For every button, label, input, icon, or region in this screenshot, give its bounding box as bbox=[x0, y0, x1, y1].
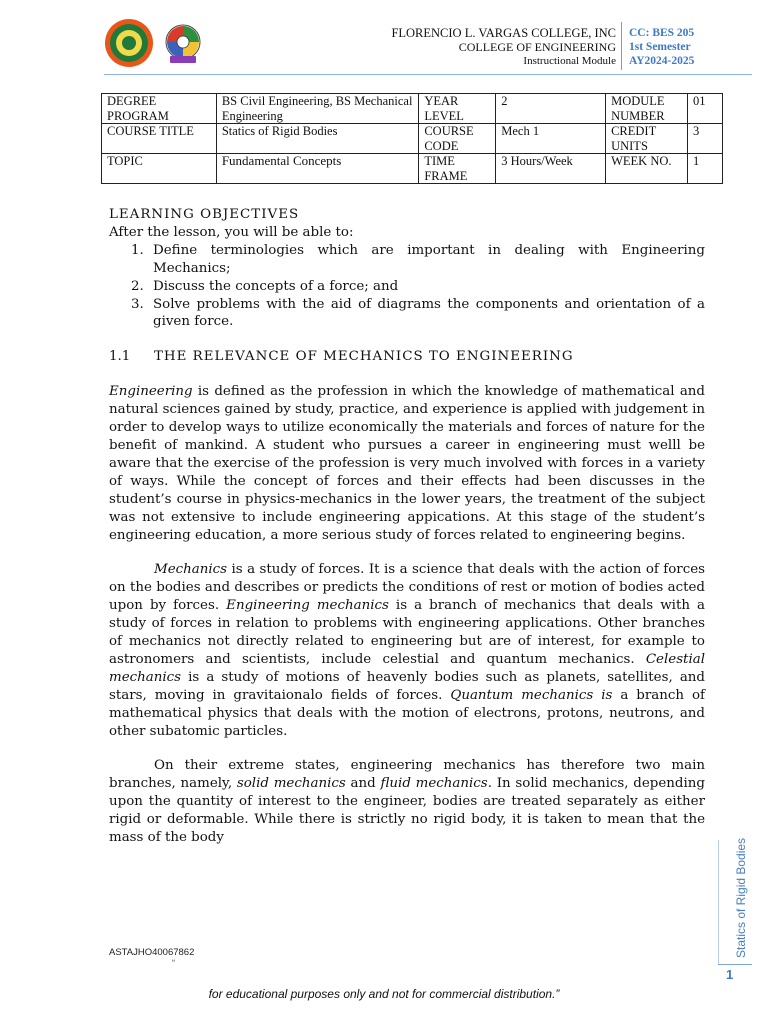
page-number-rule bbox=[718, 964, 752, 965]
paragraph-text: is a study of forces. It is a science that deals with the action of forces on the bodies and describes or predicts the conditions of rest or motion of bodies acted upon by forces. bbox=[109, 562, 705, 614]
list-number: 3. bbox=[131, 296, 144, 312]
objectives-intro: After the lesson, you will be able to: bbox=[109, 224, 354, 240]
module-content bbox=[109, 206, 705, 847]
college-seal-icon bbox=[104, 18, 214, 68]
paragraph-branches bbox=[109, 757, 705, 847]
list-item bbox=[131, 242, 705, 278]
time-frame-label: TIME FRAME bbox=[419, 154, 496, 184]
paragraph-text: and bbox=[345, 776, 381, 792]
module-type: Instructional Module bbox=[523, 55, 616, 67]
term-engineering: Engineering bbox=[109, 384, 193, 400]
paragraph-text: is a branch of mechanics that deals with a study of forces in relation to problems with engineering applications. Other branches of mechanics not directly related to engineering but are of interest, for example to astronomers and scientists, include celestial and quantum mechanics. bbox=[109, 598, 705, 667]
degree-program-value: BS Civil Engineering, BS Mechanical Engineering bbox=[216, 94, 419, 124]
term-celestial-mechanics: Celestial mechanics bbox=[109, 651, 705, 685]
section-number: 1.1 bbox=[109, 349, 131, 365]
college-name: FLORENCIO L. VARGAS COLLEGE, INC bbox=[391, 26, 616, 40]
term-engineering-mechanics: Engineering mechanics bbox=[226, 598, 389, 614]
course-title-label: COURSE TITLE bbox=[102, 124, 217, 154]
module-info-table bbox=[101, 93, 723, 184]
course-code-label-cell: COURSE CODE bbox=[419, 124, 496, 154]
section-heading bbox=[109, 348, 705, 366]
college-header bbox=[391, 26, 616, 68]
year-level-label: YEAR LEVEL bbox=[419, 94, 496, 124]
paragraph-text: is a study of motions of heavenly bodies such as planets, satellites, and stars, moving in gravitaionalo fields of forces. bbox=[109, 669, 705, 703]
topic-value: Fundamental Concepts bbox=[216, 154, 419, 184]
credit-units-value: 3 bbox=[688, 124, 723, 154]
paragraph-text: a branch of mathematical physics that deals with the motion of electrons, protons, neutrons, and other subatomic particles. bbox=[109, 687, 706, 739]
footer-disclaimer: for educational purposes only and not for commercial distribution.” bbox=[208, 987, 560, 1001]
objective-text: Define terminologies which are important in dealing with Engineering Mechanics; bbox=[153, 242, 705, 276]
document-id: ASTAJHO40067862 bbox=[109, 947, 195, 958]
objectives-list bbox=[131, 242, 705, 332]
paragraph-text: . In solid mechanics, depending upon the quantity of interest to the engineer, bodies are treated separately as either rigid or deformable. While there is strictly no rigid body, it is taken to mean that the mass of the body bbox=[109, 776, 705, 846]
side-course-name: Statics of Rigid Bodies bbox=[734, 837, 748, 958]
term-fluid-mechanics: fluid mechanics bbox=[380, 776, 488, 792]
course-meta bbox=[629, 26, 694, 68]
table-row bbox=[102, 94, 723, 124]
header-separator bbox=[621, 22, 622, 70]
term-quantum-mechanics: Quantum mechanics is bbox=[450, 687, 613, 703]
year-level-value: 2 bbox=[496, 94, 606, 124]
topic-label: TOPIC bbox=[102, 154, 217, 184]
term-solid-mechanics: solid mechanics bbox=[236, 776, 346, 792]
paragraph-text: On their extreme states, engineering mechanics has therefore two main branches, namely, bbox=[109, 758, 705, 792]
module-number-label: MODULE NUMBER bbox=[606, 94, 688, 124]
footer-quote-mark: “ bbox=[172, 958, 175, 968]
header-rule bbox=[104, 74, 752, 75]
objective-text: Discuss the concepts of a force; and bbox=[153, 278, 399, 294]
list-item bbox=[131, 296, 705, 332]
table-row bbox=[102, 124, 723, 154]
course-code-value: Mech 1 bbox=[496, 124, 606, 154]
time-frame-value: 3 Hours/Week bbox=[496, 154, 606, 184]
list-number: 2. bbox=[131, 278, 144, 294]
objective-text: Solve problems with the aid of diagrams the components and orientation of a given force. bbox=[153, 296, 705, 330]
credit-units-label: CREDIT UNITS bbox=[606, 124, 688, 154]
department-name: COLLEGE OF ENGINEERING bbox=[458, 40, 616, 54]
table-row bbox=[102, 154, 723, 184]
term-mechanics: Mechanics bbox=[154, 562, 228, 578]
list-item bbox=[131, 278, 705, 296]
degree-program-label: DEGREE PROGRAM bbox=[102, 94, 217, 124]
side-rule bbox=[718, 840, 719, 964]
paragraph-engineering bbox=[109, 383, 705, 544]
module-number-value: 01 bbox=[688, 94, 723, 124]
engineering-logo-icon bbox=[166, 25, 200, 63]
paragraph-text: is defined as the profession in which the knowledge of mathematical and natural sciences gained by study, practice, and experience is applied with judgement in order to develop ways to utilize economically the materials and forces of nature for the benefit of mankind. A student who pursues a career in engineering must welll be aware that the exercise of the profession is very much involved with forces in a variety of ways. While the concept of forces and their effects had been discusses in the student’s course in physics-mechanics in the lower years, the treatment of the subject was not extensive to include engineering appications. At this stage of the student’s engineering education, a more serious study of forces related to engineering begins. bbox=[109, 384, 705, 543]
semester-label: 1st Semester bbox=[629, 41, 691, 53]
course-code-label: CC: BES 205 bbox=[629, 27, 695, 39]
list-number: 1. bbox=[131, 242, 144, 258]
paragraph-mechanics bbox=[109, 561, 705, 740]
week-value: 1 bbox=[688, 154, 723, 184]
objectives-heading: LEARNING OBJECTIVES bbox=[109, 207, 300, 222]
college-logos bbox=[104, 18, 214, 68]
page-number: 1 bbox=[726, 967, 734, 982]
section-title: THE RELEVANCE OF MECHANICS TO ENGINEERING bbox=[154, 349, 574, 365]
week-label: WEEK NO. bbox=[606, 154, 688, 184]
course-title-value: Statics of Rigid Bodies bbox=[216, 124, 419, 154]
academic-year-label: AY2024-2025 bbox=[629, 55, 695, 67]
